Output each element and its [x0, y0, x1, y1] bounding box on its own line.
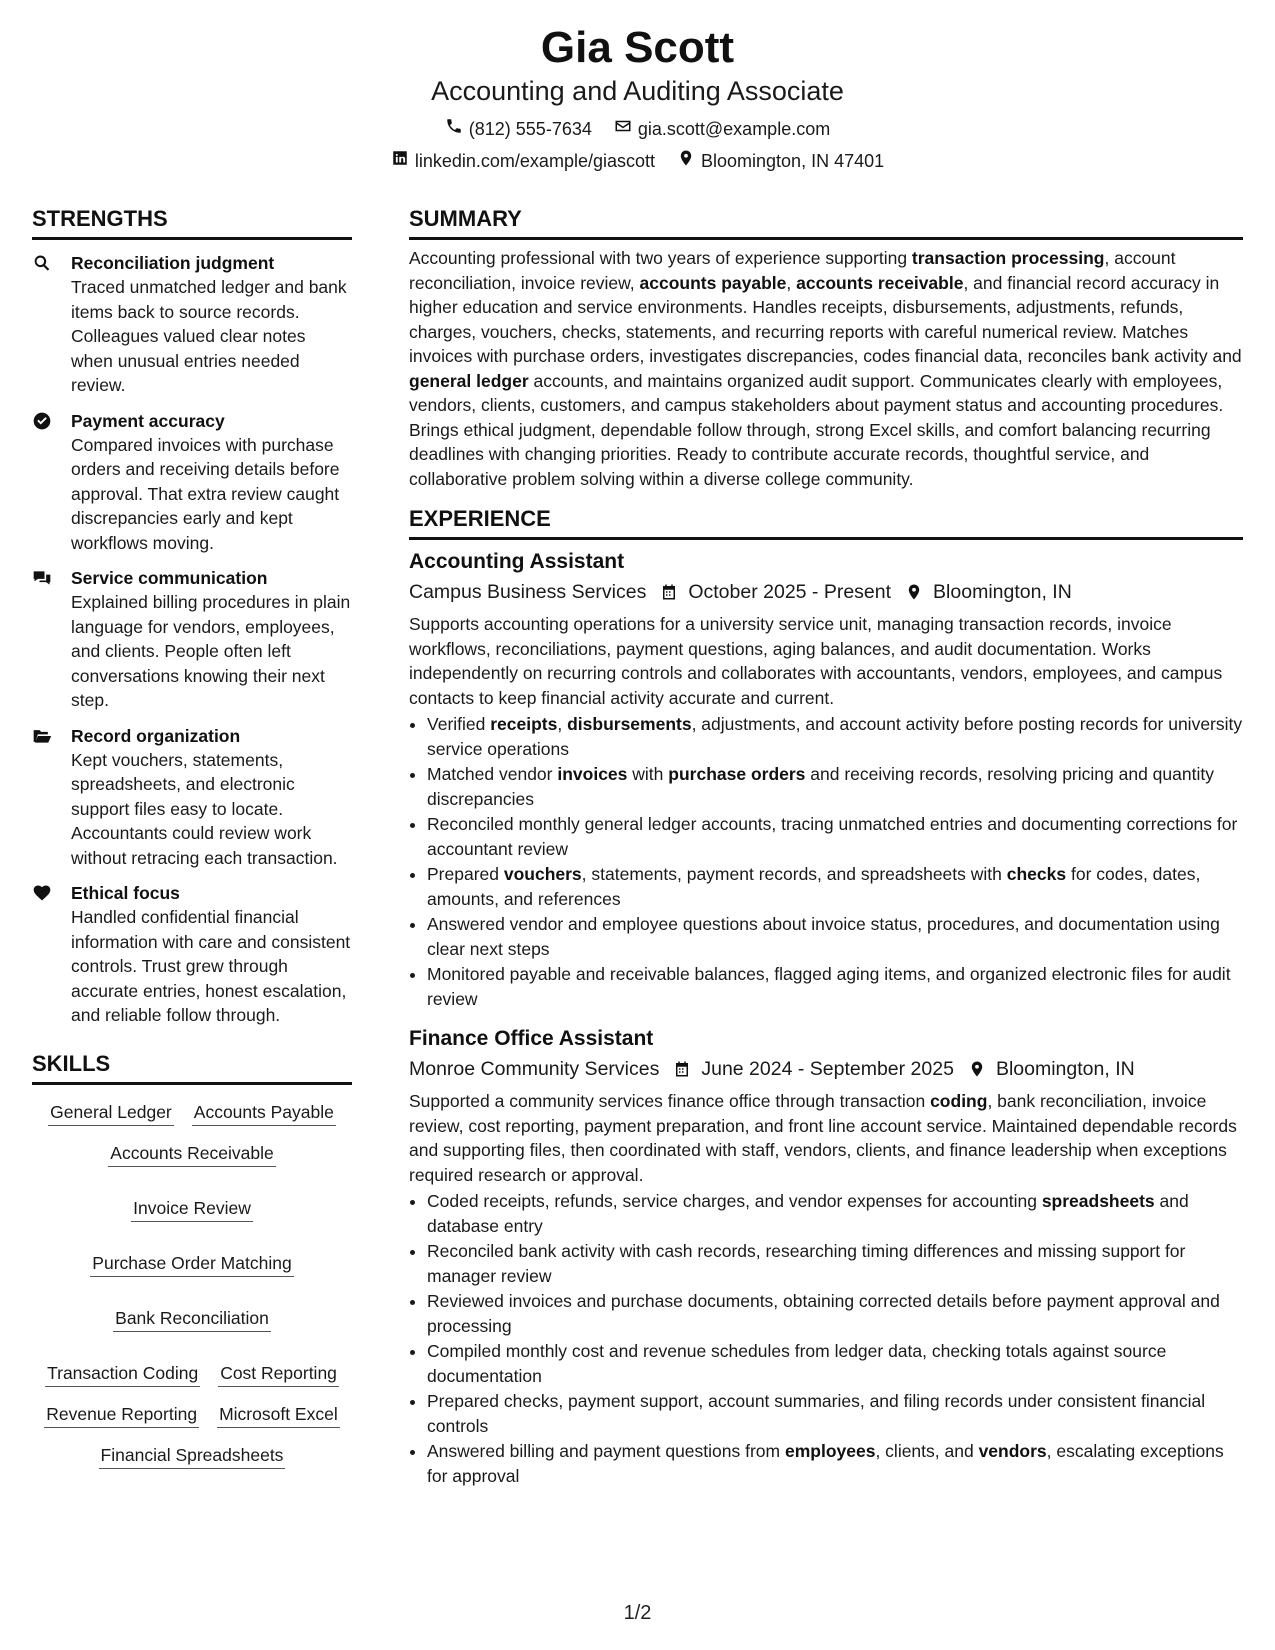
job-dates: June 2024 - September 2025 [701, 1058, 954, 1080]
job-description: Supports accounting operations for a university service unit, managing transaction records, invoice workflows, reconciliations, payment questions, aging balances, and audit documentation. Works independently on recurring controls and collaborates with accountants, vendors, employees, and campus contacts to keep financial activity accurate and current. [409, 614, 1223, 708]
comments-icon [32, 568, 52, 588]
job-meta [409, 578, 1243, 606]
strength-desc: Handled confidential financial information with care and consistent controls. Trust grew through accurate entries, honest escalation, and reliable follow through. [71, 907, 351, 1025]
text-segment: Compiled monthly cost and revenue schedules from ledger data, checking totals against source documentation [427, 1341, 1167, 1386]
job-entry [409, 1025, 1243, 1488]
bold-keyword: general ledger [409, 370, 529, 391]
job-org: Campus Business Services [409, 581, 647, 603]
folder-open-icon [32, 726, 52, 746]
skills-list [32, 1099, 352, 1469]
job-meta [409, 1055, 1243, 1083]
bold-keyword: checks [1006, 864, 1067, 884]
job-description [409, 1089, 1243, 1187]
email-address[interactable]: gia.scott@example.com [637, 119, 831, 139]
text-segment: Answered vendor and employee questions about invoice status, procedures, and documentation using clear next steps [427, 914, 1220, 959]
strength-desc: Traced unmatched ledger and bank items back to source records. Colleagues valued clear notes when unusual entries needed review. [71, 277, 347, 395]
strength-desc: Explained billing procedures in plain language for vendors, employees, and clients. People often left conversations knowing their next step. [71, 592, 351, 710]
bold-keyword: accounts payable [639, 272, 787, 293]
summary-text [409, 246, 1243, 491]
bold-keyword: receipts [490, 714, 558, 734]
text-segment: , and financial record accuracy in higher education and service environments. Handles receipts, disbursements, adjustments, refunds, charges, vouchers, checks, statements, and recurring reports with careful numerical review. Matches invoices with purchase orders, investigates discrepancies, codes financial data, reconciles bank activity and [409, 272, 1242, 366]
text-segment: , account reconciliation, invoice review, [409, 248, 1176, 293]
text-segment: and receiving records, resolving pricing and quantity discrepancies [427, 764, 1214, 809]
bullet-item [427, 1289, 1243, 1338]
strengths-heading: STRENGTHS [32, 205, 352, 240]
strength-title: Record organization [71, 725, 241, 746]
job-bullets [409, 1189, 1243, 1488]
page-number: 1/2 [623, 1602, 652, 1624]
strength-item [32, 566, 352, 713]
text-segment: , clients, and [875, 1441, 979, 1461]
text-segment: Answered billing and payment questions from [427, 1441, 785, 1461]
bold-keyword: transaction processing [911, 248, 1105, 268]
text-segment: , adjustments, and account activity before posting records for university service operations [427, 714, 1243, 759]
bullet-item [427, 862, 1243, 911]
text-segment: Reviewed invoices and purchase documents, obtaining corrected details before payment approval and processing [427, 1291, 1220, 1336]
skill-tag: Bank Reconciliation [113, 1305, 271, 1332]
linkedin-url[interactable]: linkedin.com/example/giascott [414, 151, 655, 171]
bullet-item [427, 1189, 1243, 1238]
linkedin-contact[interactable] [391, 149, 655, 173]
location-contact [677, 149, 884, 173]
envelope-icon [614, 117, 632, 141]
bullet-item [427, 962, 1243, 1011]
summary-heading: SUMMARY [409, 205, 1243, 240]
map-pin-icon [677, 149, 695, 173]
check-circle-icon [32, 411, 52, 431]
text-segment: , [557, 714, 568, 734]
candidate-name: Gia Scott [540, 23, 735, 72]
bullet-item [427, 912, 1243, 961]
bold-keyword: coding [930, 1091, 988, 1111]
job-title: Finance Office Assistant [409, 1027, 654, 1050]
strength-desc: Compared invoices with purchase orders and receiving details before approval. That extra review caught discrepancies early and kept workflows moving. [71, 434, 340, 553]
strength-title: Ethical focus [71, 883, 180, 903]
job-location: Bloomington, IN [995, 1058, 1135, 1080]
job-location: Bloomington, IN [933, 581, 1072, 603]
bold-keyword: disbursements [567, 714, 692, 734]
bullet-item [427, 1339, 1243, 1388]
strength-item [32, 724, 352, 871]
experience-heading: EXPERIENCE [409, 505, 1243, 540]
text-segment: , [786, 272, 797, 293]
text-segment: Matched vendor [427, 764, 558, 784]
bullet-item [427, 1389, 1243, 1438]
bullet-item [427, 812, 1243, 861]
bold-keyword: purchase orders [668, 764, 806, 784]
strength-item [32, 881, 352, 1028]
bold-keyword: vendors [978, 1441, 1047, 1461]
skill-tag: Accounts Payable [192, 1099, 336, 1126]
text-segment: Accounting professional with two years of experience supporting [409, 248, 912, 268]
skill-tag: Invoice Review [131, 1195, 253, 1222]
job-dates: October 2025 - Present [688, 581, 892, 603]
right-column [409, 205, 1243, 1489]
skills-heading: SKILLS [32, 1050, 352, 1085]
candidate-title: Accounting and Auditing Associate [431, 76, 844, 106]
email-contact[interactable] [614, 117, 830, 141]
skill-tag: General Ledger [48, 1099, 174, 1126]
text-segment: with [627, 764, 669, 784]
job-org: Monroe Community Services [409, 1058, 660, 1080]
text-segment: , bank reconciliation, invoice review, cost reporting, payment preparation, and front line account service. Maintained dependable records and supporting files, then coordinated with staff, vendors, clients, and finance leadership when exceptions required research or approval. [409, 1091, 1237, 1185]
calendar-icon [660, 583, 678, 601]
job-entry [409, 548, 1243, 1011]
bold-keyword: spreadsheets [1041, 1191, 1155, 1211]
bold-keyword: accounts receivable [796, 272, 964, 293]
strength-item [32, 409, 352, 556]
text-segment: Verified [427, 714, 491, 734]
strength-title: Payment accuracy [71, 410, 225, 431]
skill-tag: Revenue Reporting [44, 1401, 199, 1428]
search-icon [32, 253, 52, 273]
phone-contact [445, 117, 592, 141]
text-segment: , escalating exceptions for approval [427, 1441, 1224, 1486]
strength-item [32, 251, 352, 398]
strength-desc: Kept vouchers, statements, spreadsheets, and electronic support files easy to locate. Accountants could review work without retracing each transaction. [71, 749, 338, 868]
job-title: Accounting Assistant [409, 550, 625, 573]
text-segment: accounts, and maintains organized audit support. Communicates clearly with employees, vendors, clients, customers, and campus stakeholders about payment status and accounting procedures. Brings ethical judgment, dependable follow through, strong Excel skills, and comfort balancing recurring deadlines with changing priorities. Ready to contribute accurate records, thoughtful service, and collaborative problem solving within a diverse college community. [409, 370, 1224, 489]
job-bullets [409, 712, 1243, 1011]
text-segment: Reconciled bank activity with cash records, researching timing differences and missing support for manager review [427, 1241, 1186, 1286]
bullet-item [427, 712, 1243, 761]
skill-tag: Financial Spreadsheets [99, 1442, 286, 1469]
text-segment: and database entry [427, 1191, 1189, 1236]
contact-row-1 [0, 117, 1275, 141]
contact-row-2 [0, 149, 1275, 173]
bullet-item [427, 1239, 1243, 1288]
heart-icon [32, 883, 52, 903]
skill-tag: Transaction Coding [45, 1360, 200, 1387]
strength-title: Reconciliation judgment [71, 253, 275, 273]
left-column [32, 205, 352, 1469]
skill-tag: Microsoft Excel [217, 1401, 340, 1428]
calendar-icon [673, 1060, 691, 1078]
text-segment: Monitored payable and receivable balances, flagged aging items, and organized electronic files for audit review [427, 964, 1231, 1009]
bold-keyword: invoices [557, 764, 628, 784]
skill-tag: Purchase Order Matching [90, 1250, 293, 1277]
phone-number: (812) 555-7634 [468, 119, 592, 139]
strength-title: Service communication [71, 568, 268, 588]
text-segment: Reconciled monthly general ledger accounts, tracing unmatched entries and documenting corrections for accountant review [427, 814, 1238, 859]
text-segment: Prepared [427, 864, 504, 884]
text-segment: , statements, payment records, and spreadsheets with [581, 864, 1007, 884]
text-segment: for codes, dates, amounts, and references [427, 864, 1201, 909]
skill-tag: Accounts Receivable [108, 1140, 275, 1167]
bullet-item [427, 762, 1243, 811]
location-text: Bloomington, IN 47401 [701, 151, 885, 171]
bold-keyword: vouchers [503, 864, 582, 884]
map-pin-icon [968, 1060, 986, 1078]
map-pin-icon [905, 583, 923, 601]
text-segment: Coded receipts, refunds, service charges, and vendor expenses for accounting [427, 1191, 1042, 1211]
bullet-item [427, 1439, 1243, 1488]
skill-tag: Cost Reporting [218, 1360, 339, 1387]
bold-keyword: employees [784, 1441, 876, 1461]
phone-icon [445, 117, 463, 141]
resume-header [0, 22, 1275, 173]
linkedin-icon [391, 149, 409, 173]
text-segment: Supported a community services finance office through transaction [409, 1091, 931, 1111]
text-segment: Prepared checks, payment support, account summaries, and filing records under consistent financial controls [427, 1391, 1206, 1436]
